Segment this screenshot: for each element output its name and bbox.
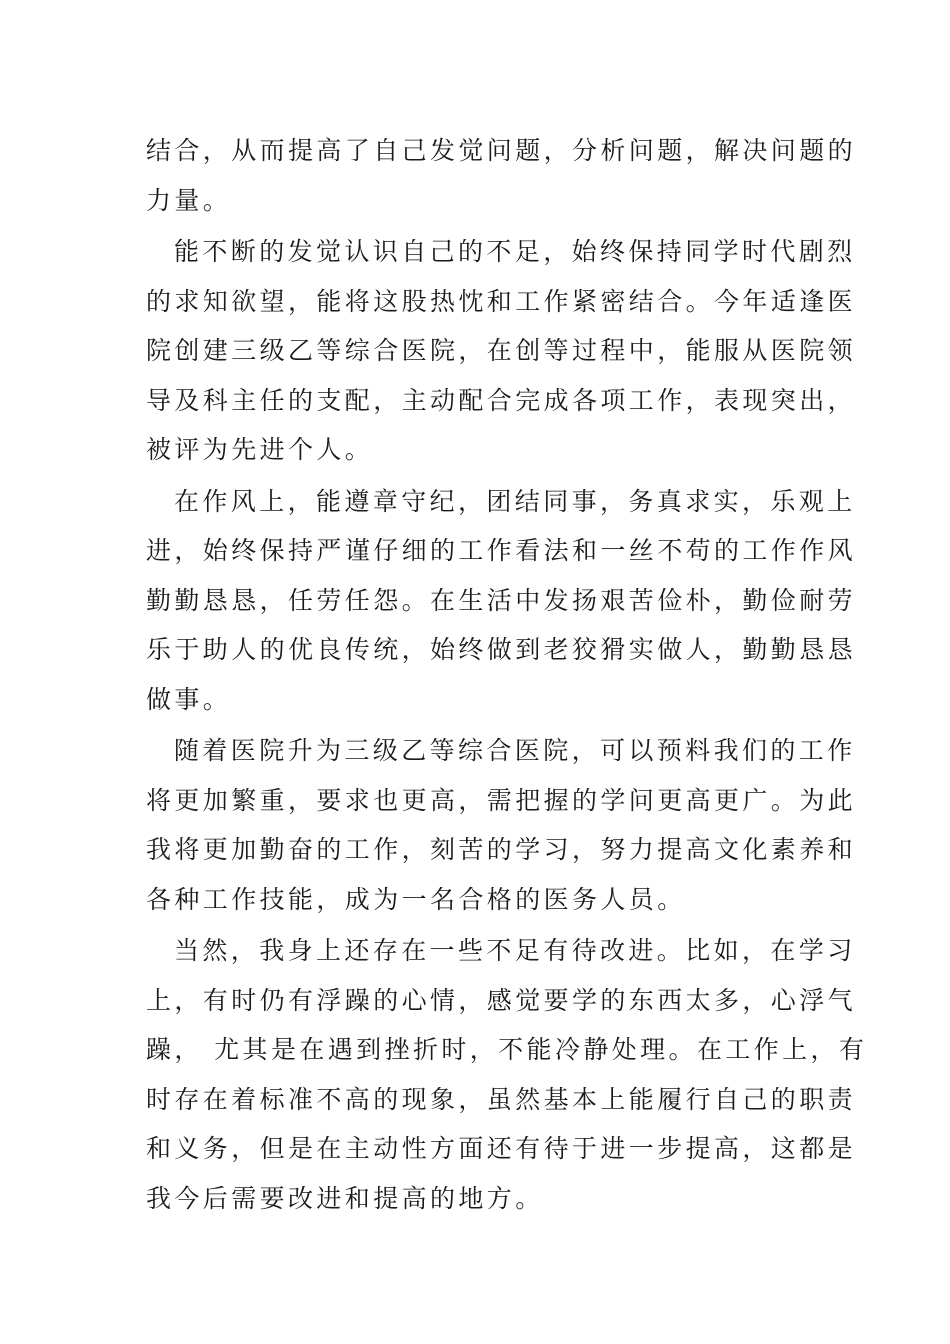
paragraph-3	[146, 477, 857, 725]
paragraph-4	[146, 726, 857, 924]
text-line: 做事。	[146, 684, 232, 714]
text-line: 勤勤恳恳，任劳任怨。在生活中发扬艰苦俭朴，勤俭耐劳	[146, 585, 857, 615]
paragraph-1	[146, 126, 857, 225]
text-line: 我今后需要改进和提高的地方。	[146, 1183, 544, 1213]
text-line: 在作风上，能遵章守纪，团结同事，务真求实，乐观上	[174, 486, 856, 516]
paragraph-2	[146, 227, 857, 475]
text-line: 的求知欲望，能将这股热忱和工作紧密结合。今年适逢医	[146, 286, 857, 316]
document-body	[146, 126, 868, 1225]
text-line: 躁， 尤其是在遇到挫折时，不能冷静处理。在工作上，有	[146, 1035, 868, 1064]
text-line: 当然，我身上还存在一些不足有待改进。比如，在学习	[174, 936, 856, 965]
text-line: 各种工作技能，成为一名合格的医务人员。	[146, 884, 686, 914]
text-line: 将更加繁重，要求也更高，需把握的学问更高更广。为此	[146, 785, 857, 815]
paragraph-5	[146, 926, 868, 1223]
text-line: 导及科主任的支配，主动配合完成各项工作，表现突出，	[146, 385, 857, 415]
text-line: 乐于助人的优良传统，始终做到老狡猾实做人，勤勤恳恳	[146, 635, 857, 664]
text-line: 院创建三级乙等综合医院，在创等过程中，能服从医院领	[146, 336, 857, 365]
text-line: 进，始终保持严谨仔细的工作看法和一丝不苟的工作作风	[146, 536, 857, 565]
text-line: 被评为先进个人。	[146, 435, 374, 464]
text-line: 时存在着标准不高的现象，虽然基本上能履行自己的职责	[146, 1084, 857, 1114]
text-line: 上，有时仍有浮躁的心情，感觉要学的东西太多，心浮气	[146, 985, 857, 1015]
text-line: 随着医院升为三级乙等综合医院，可以预料我们的工作	[174, 736, 856, 765]
text-line: 结合，从而提高了自己发觉问题，分析问题，解决问题的	[146, 136, 857, 165]
text-line: 力量。	[146, 185, 232, 215]
text-line: 和义务，但是在主动性方面还有待于进一步提高，这都是	[146, 1134, 857, 1163]
text-line: 我将更加勤奋的工作，刻苦的学习，努力提高文化素养和	[146, 835, 857, 864]
text-line: 能不断的发觉认识自己的不足，始终保持同学时代剧烈	[174, 237, 856, 266]
